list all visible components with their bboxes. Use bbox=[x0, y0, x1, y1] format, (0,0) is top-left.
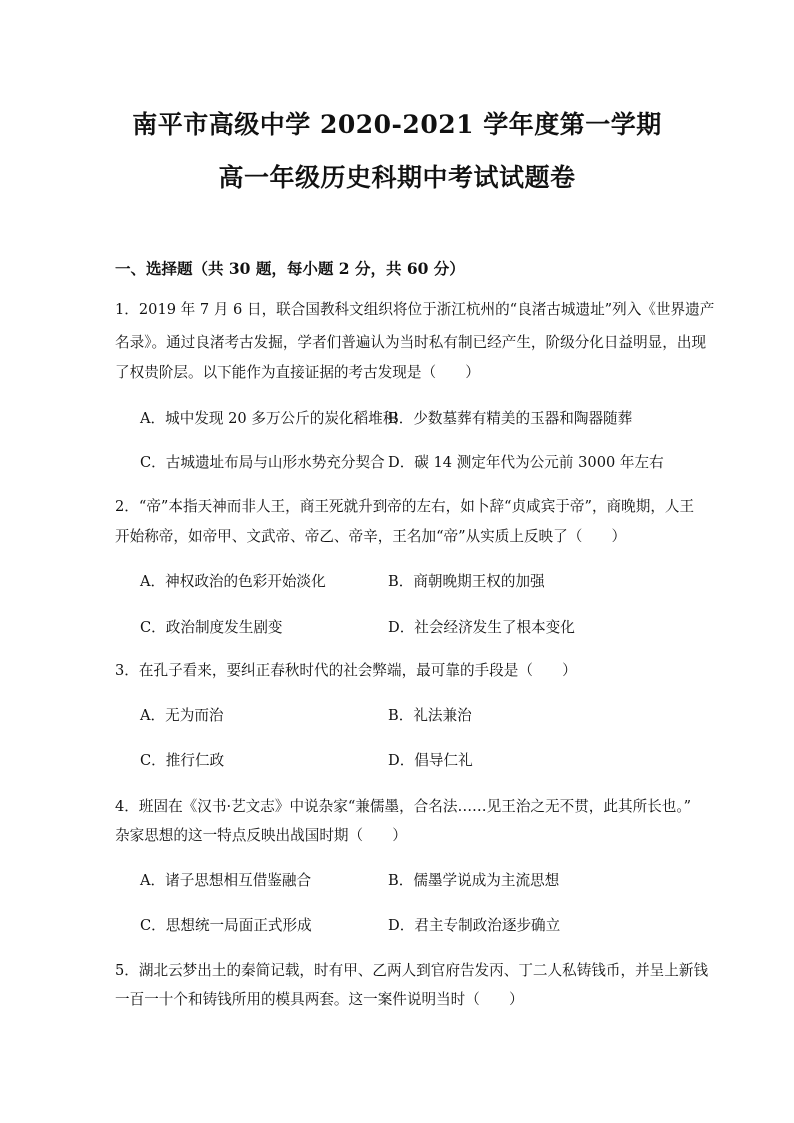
question-2-line-2: 开始称帝，如帝甲、文武帝、帝乙、帝辛，王名加“帝”从实质上反映了（ ） bbox=[115, 528, 627, 545]
exam-title-line1: 南平市高级中学 2020-2021 学年度第一学期 bbox=[132, 110, 662, 139]
question-2-option-c: C．政治制度发生剧变 bbox=[140, 619, 283, 636]
question-1-option-c: C．古城遗址布局与山形水势充分契合 bbox=[140, 454, 385, 471]
question-2-line-1: 2．“帝”本指天神而非人王，商王死就升到帝的左右，如卜辞“贞咸宾于帝”，商晚期，人王 bbox=[115, 498, 695, 515]
question-1-line-1: 1．2019 年 7 月 6 日，联合国教科文组织将位于浙江杭州的“良渚古城遗址”列入《世界遗产 bbox=[115, 301, 715, 318]
question-3-option-a: A．无为而治 bbox=[140, 707, 224, 724]
exam-title-line2: 高一年级历史科期中考试试题卷 bbox=[218, 163, 576, 192]
question-5-line-1: 5．湖北云梦出土的秦简记载，时有甲、乙两人到官府告发丙、丁二人私铸钱币，并呈上新钱 bbox=[115, 962, 709, 979]
question-3-line-1: 3．在孔子看来，要纠正春秋时代的社会弊端，最可靠的手段是（ ） bbox=[115, 662, 577, 679]
question-2-option-b: B．商朝晚期王权的加强 bbox=[388, 573, 545, 590]
question-1-option-a: A．城中发现 20 多万公斤的炭化稻堆积 bbox=[140, 410, 398, 427]
question-1-option-b: B．少数墓葬有精美的玉器和陶器随葬 bbox=[388, 410, 633, 427]
question-4-option-d: D．君主专制政治逐步确立 bbox=[388, 917, 561, 934]
section-heading: 一、选择题（共 30 题，每小题 2 分，共 60 分） bbox=[115, 259, 465, 278]
question-4-option-c: C．思想统一局面正式形成 bbox=[140, 917, 312, 934]
question-2-option-a: A．神权政治的色彩开始淡化 bbox=[140, 573, 326, 590]
question-3-option-b: B．礼法兼治 bbox=[388, 707, 472, 724]
question-1-line-2: 名录》。通过良渚考古发掘，学者们普遍认为当时私有制已经产生，阶级分化日益明显，出现 bbox=[115, 334, 707, 351]
question-1-line-3: 了权贵阶层。以下能作为直接证据的考古发现是（ ） bbox=[115, 364, 480, 381]
question-2-option-d: D．社会经济发生了根本变化 bbox=[388, 619, 575, 636]
question-3-option-c: C．推行仁政 bbox=[140, 752, 225, 769]
question-4-line-1: 4．班固在《汉书·艺文志》中说杂家“兼儒墨，合名法……见王治之无不贯，此其所长也。” bbox=[115, 798, 692, 815]
question-3-option-d: D．倡导仁礼 bbox=[388, 752, 473, 769]
question-5-line-2: 一百一十个和铸钱所用的模具两套。这一案件说明当时（ ） bbox=[115, 991, 524, 1008]
question-4-option-a: A．诸子思想相互借鉴融合 bbox=[140, 872, 312, 889]
question-1-option-d: D．碳 14 测定年代为公元前 3000 年左右 bbox=[388, 454, 664, 471]
question-4-option-b: B．儒墨学说成为主流思想 bbox=[388, 872, 560, 889]
question-4-line-2: 杂家思想的这一特点反映出战国时期（ ） bbox=[115, 827, 407, 844]
